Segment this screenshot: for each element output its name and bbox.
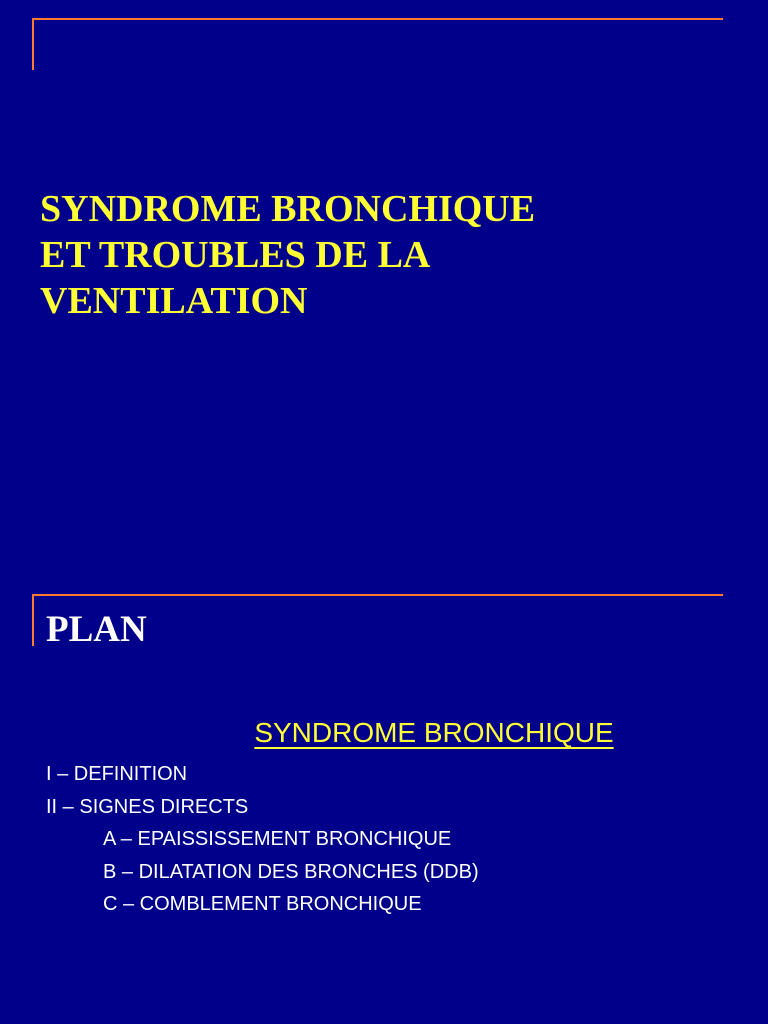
title-line: SYNDROME BRONCHIQUE: [40, 188, 536, 230]
title-line: VENTILATION: [40, 280, 308, 322]
plan-heading: PLAN: [46, 609, 147, 650]
plan-slide: [0, 512, 768, 1024]
top-accent-rule: [32, 18, 723, 20]
left-accent-rule: [32, 18, 34, 70]
title-line: ET TROUBLES DE LA: [40, 234, 431, 276]
plan-outline: [46, 760, 479, 923]
outline-subitem: B – DILATATION DES BRONCHES (DDB): [103, 860, 479, 883]
outline-item: II – SIGNES DIRECTS: [46, 795, 249, 818]
outline-item: I – DEFINITION: [46, 763, 188, 785]
slide-title: [40, 186, 740, 324]
outline-subitem: A – EPAISSISSEMENT BRONCHIQUE: [103, 828, 452, 850]
top-accent-rule: [32, 594, 723, 596]
section-title: SYNDROME BRONCHIQUE: [254, 717, 614, 748]
left-accent-rule: [32, 594, 34, 646]
outline-subitem: C – COMBLEMENT BRONCHIQUE: [103, 893, 422, 915]
